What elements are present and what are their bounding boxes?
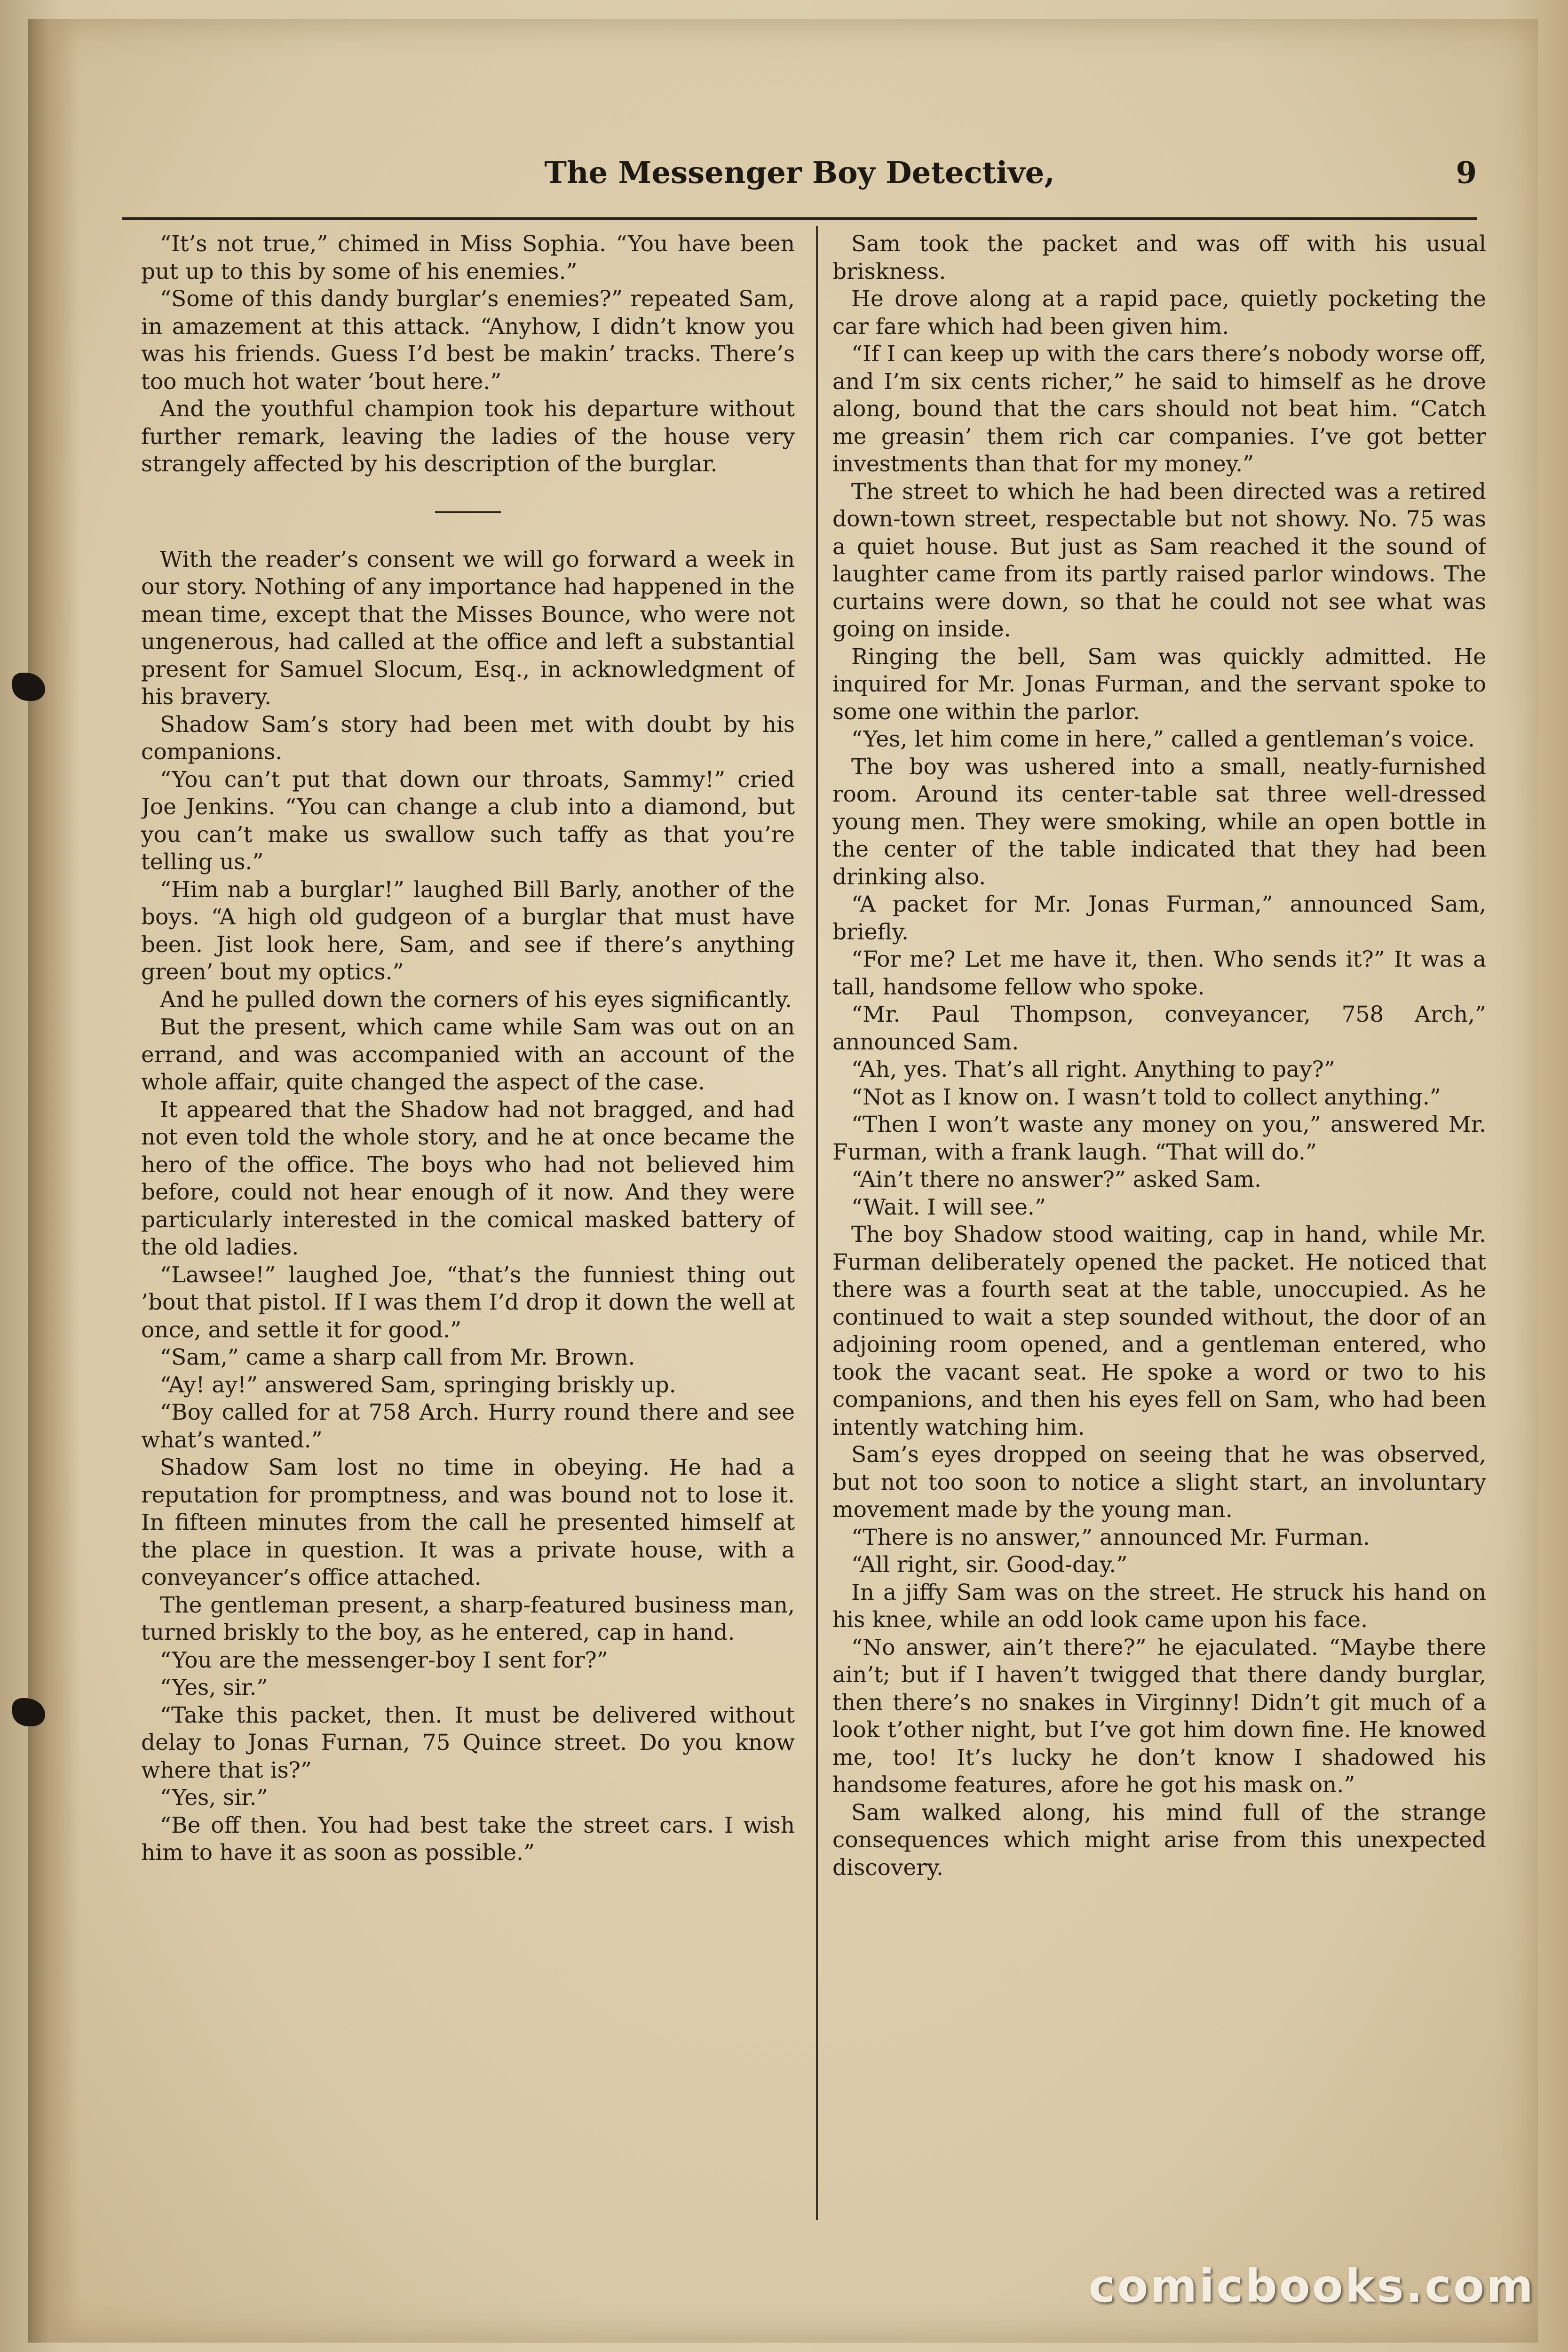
- paragraph: The street to which he had been directed was a retired down-town street, respectable but not showy. No. 75 was a quiet house. But just as Sam reached it the sound of laughter came from its partly raised parlor windows. The curtains were down, so that he could not see what was going on inside.: [832, 478, 1486, 642]
- paragraph: With the reader’s consent we will go forward a week in our story. Nothing of any importance had happened in the mean time, except that the Misses Bounce, who were not ungenerous, had called at the office and left a substantial present for Samuel Slocum, Esq., in acknowledgment of his bravery.: [141, 546, 795, 710]
- paragraph: “No answer, ain’t there?” he ejaculated. “Maybe there ain’t; but if I haven’t twigged that there dandy burglar, then there’s no snakes in Virginny! Didn’t git much of a look t’other night, but I’ve got him down fine. He knowed me, too! It’s lucky he don’t know I shadowed his handsome features, afore he got his mask on.”: [832, 1634, 1486, 1798]
- paragraph: Ringing the bell, Sam was quickly admitted. He inquired for Mr. Jonas Furman, and the servant spoke to some one within the parlor.: [832, 644, 1486, 725]
- paragraph: “Some of this dandy burglar’s enemies?” repeated Sam, in amazement at this attack. “Anyhow, I didn’t know you was his friends. Guess I’d best be makin’ tracks. There’s too much hot water ’bout here.”: [141, 286, 795, 395]
- paragraph: Shadow Sam’s story had been met with doubt by his companions.: [141, 711, 795, 765]
- binding-hole: [12, 673, 45, 701]
- paragraph: He drove along at a rapid pace, quietly pocketing the car fare which had been given him.: [832, 286, 1486, 340]
- running-header: [122, 146, 1477, 216]
- paragraph: “Lawsee!” laughed Joe, “that’s the funniest thing out ’bout that pistol. If I was them I’d drop it down the well at once, and settle it for good.”: [141, 1262, 795, 1343]
- column-divider: [816, 226, 818, 2220]
- section-separator: [435, 511, 501, 513]
- binding-holes: [9, 0, 47, 2352]
- paragraph: “It’s not true,” chimed in Miss Sophia. “You have been put up to this by some of his enemies.”: [141, 231, 795, 285]
- paragraph: Sam walked along, his mind full of the strange consequences which might arise from this unexpected discovery.: [832, 1799, 1486, 1881]
- paragraph: “Not as I know on. I wasn’t told to collect anything.”: [851, 1084, 1441, 1110]
- paragraph: But the present, which came while Sam was out on an errand, and was accompanied with an account of the whole affair, quite changed the aspect of the case.: [141, 1014, 795, 1095]
- paragraph: “A packet for Mr. Jonas Furman,” announced Sam, briefly.: [832, 891, 1486, 945]
- paragraph: “Ain’t there no answer?” asked Sam.: [851, 1167, 1261, 1192]
- paragraph: “There is no answer,” announced Mr. Furman.: [851, 1524, 1370, 1550]
- paragraph: And he pulled down the corners of his eyes significantly.: [160, 986, 792, 1013]
- paragraph: “For me? Let me have it, then. Who sends it?” It was a tall, handsome fellow who spoke.: [832, 946, 1486, 1000]
- binding-hole: [12, 1698, 45, 1726]
- paragraph: Sam’s eyes dropped on seeing that he was observed, but not too soon to notice a slight start, an involuntary movement made by the young man.: [832, 1442, 1486, 1523]
- paragraph: “Boy called for at 758 Arch. Hurry round there and see what’s wanted.”: [141, 1399, 795, 1453]
- right-column: [832, 230, 1486, 2230]
- paragraph: “Yes, sir.”: [160, 1675, 268, 1700]
- paragraph: “Mr. Paul Thompson, conveyancer, 758 Arch,” announced Sam.: [832, 1001, 1486, 1055]
- page-number: 9: [1456, 155, 1477, 191]
- paragraph: Shadow Sam lost no time in obeying. He had a reputation for promptness, and was bound not to lose it. In fifteen minutes from the call he presented himself at the place in question. It was a private house, with a conveyancer’s office attached.: [141, 1454, 795, 1590]
- running-title: The Messenger Boy Detective,: [544, 155, 1055, 191]
- paragraph: “Ay! ay!” answered Sam, springing briskly up.: [160, 1372, 676, 1398]
- paragraph: The boy was ushered into a small, neatly-furnished room. Around its center-table sat three well-dressed young men. They were smoking, while an open bottle in the center of the table indicated that they had been drinking also.: [832, 754, 1486, 890]
- paragraph: “You are the messenger-boy I sent for?”: [160, 1647, 608, 1673]
- paragraph: “Yes, sir.”: [160, 1785, 268, 1811]
- paragraph: “Him nab a burglar!” laughed Bill Barly, another of the boys. “A high old gudgeon of a burglar that must have been. Jist look here, Sam, and see if there’s anything green’ bout my optics.”: [141, 876, 795, 985]
- paragraph: Sam took the packet and was off with his usual briskness.: [832, 231, 1486, 285]
- paragraph: “Wait. I will see.”: [851, 1194, 1046, 1220]
- paragraph: In a jiffy Sam was on the street. He struck his hand on his knee, while an odd look came upon his face.: [832, 1579, 1486, 1633]
- left-column: [141, 230, 795, 2230]
- paragraph: “Sam,” came a sharp call from Mr. Brown.: [160, 1344, 635, 1370]
- paragraph: “You can’t put that down our throats, Sammy!” cried Joe Jenkins. “You can change a club into a diamond, but you can’t make us swallow such taffy as that you’re telling us.”: [141, 766, 795, 875]
- paragraph: The boy Shadow stood waiting, cap in hand, while Mr. Furman deliberately opened the packet. He noticed that there was a fourth seat at the table, unoccupied. As he continued to wait a step sounded without, the door of an adjoining room opened, and a gentleman entered, who took the vacant seat. He spoke a word or two to his companions, and then his eyes fell on Sam, who had been intently watching him.: [832, 1222, 1486, 1440]
- paragraph: “If I can keep up with the cars there’s nobody worse off, and I’m six cents richer,” he said to himself as he drove along, bound that the cars should not beat him. “Catch me greasin’ them rich car companies. I’ve got better investments than that for my money.”: [832, 341, 1486, 477]
- paragraph: It appeared that the Shadow had not bragged, and had not even told the whole story, and he at once became the hero of the office. The boys who had not believed him before, could not hear enough of it now. And they were particularly interested in the comical masked battery of the old ladies.: [141, 1097, 795, 1260]
- paragraph: And the youthful champion took his departure without further remark, leaving the ladies of the house very strangely affected by his description of the burglar.: [141, 396, 795, 477]
- header-rule: [122, 217, 1477, 220]
- site-watermark: comicbooks.com: [1088, 2260, 1535, 2312]
- paragraph: “Take this packet, then. It must be delivered without delay to Jonas Furnan, 75 Quince street. Do you know where that is?”: [141, 1702, 795, 1783]
- paragraph: “Then I won’t waste any money on you,” answered Mr. Furman, with a frank laugh. “That will do.”: [832, 1112, 1486, 1165]
- paragraph: “All right, sir. Good-day.”: [851, 1552, 1128, 1578]
- paragraph: “Yes, let him come in here,” called a gentleman’s voice.: [851, 726, 1475, 752]
- paragraph: “Be off then. You had best take the street cars. I wish him to have it as soon as possible.”: [141, 1812, 795, 1866]
- paragraph: “Ah, yes. That’s all right. Anything to pay?”: [851, 1057, 1335, 1082]
- paragraph: The gentleman present, a sharp-featured business man, turned briskly to the boy, as he entered, cap in hand.: [141, 1592, 795, 1645]
